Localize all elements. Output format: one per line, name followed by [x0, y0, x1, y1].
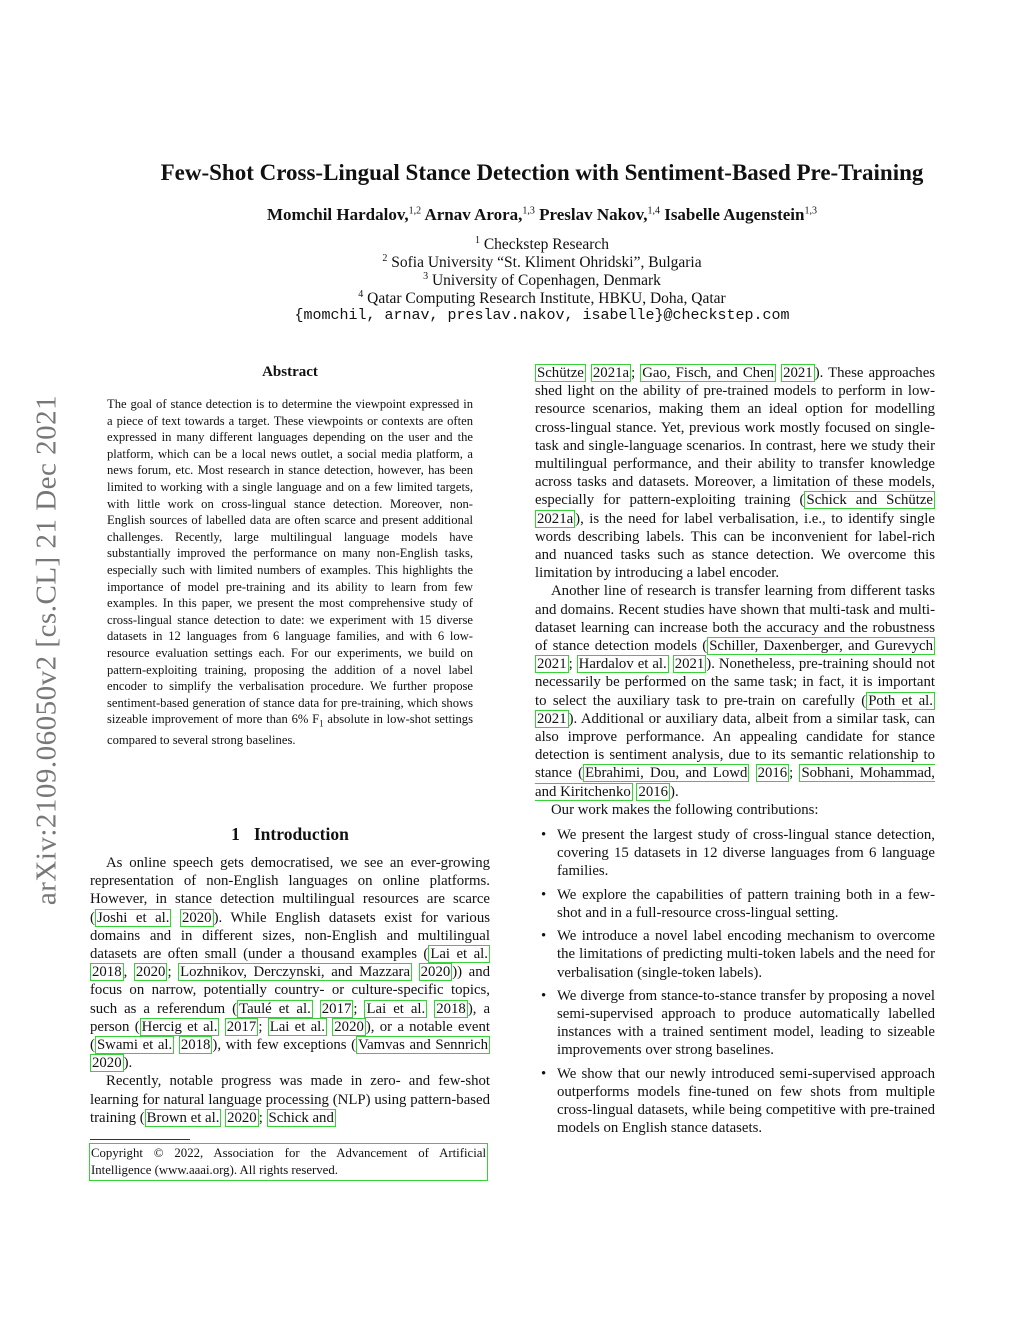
- arxiv-identifier-text: arXiv:2109.06050v2 [cs.CL] 21 Dec 2021: [30, 394, 63, 906]
- paper-title: Few-Shot Cross-Lingual Stance Detection with Sentiment-Based Pre-Training: [160, 160, 924, 185]
- citation-link[interactable]: 2021: [537, 656, 567, 673]
- citation-link[interactable]: 2021: [674, 656, 705, 673]
- bullet-icon: •: [541, 1065, 547, 1082]
- section-heading-introduction: [90, 824, 490, 845]
- bullet-icon: •: [541, 928, 547, 945]
- citation-link[interactable]: 2021: [783, 365, 813, 381]
- citation-link[interactable]: Lai et al.: [269, 1018, 325, 1035]
- citation-link[interactable]: 2021a: [592, 365, 630, 381]
- paragraph: Our work makes the following contributions:: [551, 801, 819, 818]
- citation-link[interactable]: Schiller, Daxenberger, and Gurevych: [709, 638, 933, 655]
- paragraph: As online speech gets democratised, we see an ever-growing representation of non-English languages on online platforms. However, in stance detection multilingual resources are scarce ( Joshi et al. 2020 ). While English datasets exist for various domains and in different sizes, non-English and multilingual datasets are often small (under a thousand examples ( Lai et al. 2018 , 2020 ; Lozhnikov, Derczynski, and Mazzara 2020 )) and focus on narrow, potentially country- or culture-specific topics, such as a referendum ( Taulé et al. 2017 ; Lai et al. 2018 ), a person ( Hercig et al. 2017 ; Lai et al. 2020 ), or a notable event ( Swami et al. 2018 ), with few exceptions ( Vamvas and Sennrich 2020 ).: [90, 855, 491, 1072]
- list-item: • We explore the capabilities of pattern training both in a few-shot and in a full-resource cross-lingual setting.: [541, 886, 935, 921]
- affiliation-text: Sofia University “St. Kliment Ohridski”, Bulgaria: [391, 254, 702, 272]
- citation-link[interactable]: 2018: [180, 1037, 211, 1054]
- author-affiliation-marker: 1,4: [647, 205, 660, 217]
- intro-right-column: [535, 364, 935, 1142]
- intro-left-column: [90, 854, 490, 1127]
- citation-link[interactable]: 2020: [135, 964, 166, 981]
- abstract-heading: Abstract: [262, 364, 318, 380]
- contributions-list: [535, 826, 935, 1137]
- section-number: 1: [231, 824, 240, 844]
- section-title: Introduction: [253, 824, 349, 844]
- affiliation-number: 3: [423, 271, 429, 282]
- affiliation: [60, 235, 1024, 254]
- citation-link[interactable]: 2020: [92, 1055, 122, 1072]
- citation-link[interactable]: Joshi et al.: [96, 909, 170, 926]
- citation-link[interactable]: 2016: [638, 783, 669, 800]
- author-name: Arnav Arora,: [424, 205, 523, 224]
- affiliation-number: 1: [474, 235, 480, 246]
- affiliation-text: Qatar Computing Research Institute, HBKU, Doha, Qatar: [367, 290, 726, 308]
- citation-link[interactable]: 2021: [537, 710, 567, 727]
- citation-link[interactable]: Swami et al.: [96, 1037, 173, 1054]
- list-item: • We show that our newly introduced semi-supervised approach outperforms models fine-tuned on few shots from multiple cross-lingual datasets, while being competitive with pre-trained models on English stance datasets.: [541, 1065, 935, 1137]
- author-name: Momchil Hardalov,: [267, 205, 409, 224]
- citation-link[interactable]: Ebrahimi, Dou, and Lowd: [585, 765, 748, 782]
- list-item: • We introduce a novel label encoding mechanism to overcome the limitations of predicting multi-token labels and the need for verbalisation (single-token labels).: [541, 928, 935, 981]
- citation-link[interactable]: Schick and Schütze: [806, 492, 933, 509]
- citation-link[interactable]: Gao, Fisch, and Chen: [642, 365, 775, 381]
- citation-link[interactable]: 2017: [226, 1018, 257, 1035]
- author-emails: {momchil, arnav, preslav.nakov, isabelle}@checkstep.com: [294, 307, 790, 324]
- affiliation: [60, 289, 1024, 308]
- bullet-icon: •: [541, 827, 547, 844]
- citation-link[interactable]: Schütze: [537, 365, 584, 381]
- citation-link[interactable]: Lozhnikov, Derczynski, and Mazzara: [180, 964, 411, 981]
- author-name: Preslav Nakov,: [539, 205, 648, 224]
- citation-link[interactable]: Brown et al.: [146, 1109, 220, 1126]
- author-list: [60, 205, 1024, 225]
- author-name: Isabelle Augenstein: [664, 205, 805, 224]
- citation-link[interactable]: Hercig et al.: [141, 1018, 218, 1035]
- citation-link[interactable]: 2020: [334, 1018, 364, 1035]
- citation-link[interactable]: 2020: [420, 964, 451, 981]
- paragraph: Another line of research is transfer learning from different tasks and domains. Recent studies have shown that multi-task and multi-dataset learning can increase both the accuracy and the robustness of stance detection models ( Schiller, Daxenberger, and Gurevych 2021 ; Hardalov et al. 2021 ). Nonetheless, pre-training should not necessarily be performed on the same task; in fact, it is important to select the auxiliary task to pre-train on carefully ( Poth et al. 2021 ). Additional or auxiliary data, albeit from a similar task, can also improve performance. An appealing candidate for stance detection is sentiment analysis, due to its semantic relationship to stance ( Ebrahimi, Dou, and Lowd 2016 ; Sobhani, Mohammad, and Kiritchenko 2016 ).: [535, 583, 936, 800]
- citation-link[interactable]: Hardalov et al.: [578, 656, 667, 673]
- list-item: • We diverge from stance-to-stance transfer by proposing a novel semi-supervised approach to produce automatically labelled instances with a trained sentiment model, leading to sizeable improvements over strong baselines.: [541, 987, 935, 1059]
- citation-link[interactable]: 2017: [321, 1000, 352, 1017]
- bullet-icon: •: [541, 987, 547, 1004]
- citation-link[interactable]: 2020: [227, 1109, 257, 1126]
- affiliation: [60, 271, 1024, 290]
- affiliation-number: 2: [382, 253, 388, 264]
- author-affiliation-marker: 1,3: [804, 205, 817, 217]
- citation-link[interactable]: 2021a: [537, 510, 574, 527]
- affiliation-text: Checkstep Research: [483, 236, 610, 254]
- paragraph: Schütze 2021a ; Gao, Fisch, and Chen 2021 ). These approaches shed light on the ability of pre-trained models to perform in low-resource scenarios, making them an ideal option for modelling cross-lingual stance. Yet, previous work mostly focused on single-task and single-language scenarios. In contrast, here we study their multilingual performance, and their ability to transfer knowledge across tasks and datasets. Moreover, a limitation of these models, especially for pattern-exploiting training ( Schick and Schütze 2021a ), is the need for label verbalisation, i.e., to identify single words describing labels. This can be inconvenient for label-rich and nuanced tasks such as stance detection. We overcome this limitation by introducing a label encoder.: [535, 365, 936, 582]
- citation-link[interactable]: Sobhani, Mohammad, and Kiritchenko: [535, 765, 936, 800]
- affiliation: [60, 253, 1024, 272]
- arxiv-identifier: [12, 350, 82, 950]
- author-affiliation-marker: 1,2: [408, 205, 422, 217]
- citation-link[interactable]: Vamvas and Sennrich: [358, 1037, 488, 1054]
- copyright-footnote[interactable]: Copyright © 2022, Association for the Advancement of Artificial Intelligence (www.aaai.org). All rights reserved.: [89, 1143, 488, 1181]
- citation-link[interactable]: Lai et al.: [430, 946, 488, 963]
- affiliation-number: 4: [358, 289, 364, 300]
- citation-link[interactable]: Poth et al.: [868, 692, 933, 709]
- author-affiliation-marker: 1,3: [522, 205, 535, 217]
- citation-link[interactable]: 2016: [757, 765, 788, 782]
- citation-link[interactable]: 2018: [436, 1000, 466, 1017]
- bullet-icon: •: [541, 886, 547, 903]
- list-item: • We present the largest study of cross-lingual stance detection, covering 15 datasets in 12 diverse languages from 6 language families.: [541, 827, 935, 880]
- abstract-body: The goal of stance detection is to determine the viewpoint expressed in a piece of text towards a target. These viewpoints or contexts are often expressed in many different languages depending on the user and the platform, which can be a local news outlet, a social media platform, a news forum, etc. Most research in stance detection, however, has been limited to working with a single language and on a few limited targets, with little work on cross-lingual stance detection. Moreover, non-English sources of labelled data are often scarce and present additional challenges. Recently, large multilingual language models have substantially improved the performance on many non-English tasks, especially such with limited numbers of examples. This highlights the importance of model pre-training and its ability to learn from few examples. In this paper, we present the most comprehensive study of cross-lingual stance detection to date: we experiment with 15 diverse datasets in 12 languages from 6 language families, and with 6 low-resource evaluation settings each. For our experiments, we build on pattern-exploiting training, proposing the addition of a novel label encoder to simplify the verbalisation procedure. We further propose sentiment-based generation of stance data for pre-training, which shows sizeable improvement of more than 6% $F_1$ absolute in low-shot settings compared to several strong baselines.: [107, 397, 474, 748]
- citation-link[interactable]: Lai et al.: [366, 1000, 426, 1017]
- citation-link[interactable]: Schick and: [268, 1109, 334, 1126]
- paragraph: Recently, notable progress was made in zero- and few-shot learning for natural language processing (NLP) using pattern-based training ( Brown et al. 2020 ; Schick and: [90, 1073, 490, 1126]
- citation-link[interactable]: 2018: [92, 964, 122, 981]
- citation-link[interactable]: 2020: [181, 909, 212, 926]
- citation-link[interactable]: Taulé et al.: [239, 1000, 311, 1017]
- affiliation-text: University of Copenhagen, Denmark: [431, 272, 661, 290]
- footnote-rule: [90, 1139, 190, 1140]
